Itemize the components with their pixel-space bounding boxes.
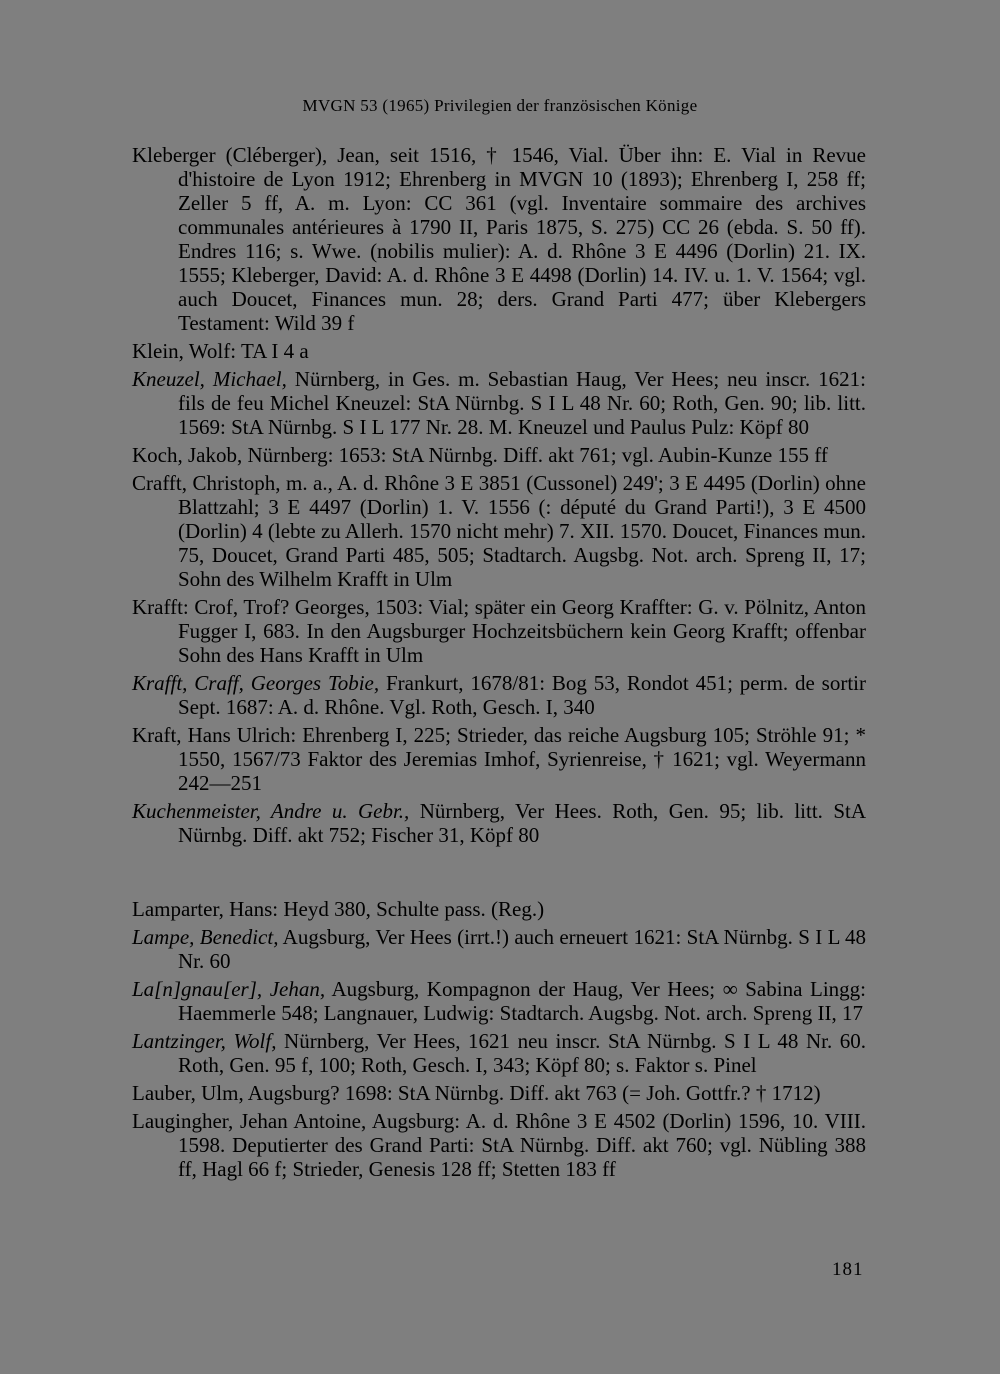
register-entry bbox=[132, 143, 866, 335]
register-entry bbox=[132, 977, 866, 1025]
register-entry bbox=[132, 471, 866, 591]
register-entry bbox=[132, 1081, 866, 1105]
register-entry bbox=[132, 595, 866, 667]
section-gap bbox=[132, 851, 866, 897]
entry-name: Lampe, Benedict, bbox=[132, 925, 279, 949]
entry-list bbox=[132, 143, 866, 1185]
entry-text: Nürnberg: 1653: StA Nürnbg. Diff. akt 761; vgl. Aubin-Kunze 155 ff bbox=[242, 443, 828, 467]
register-entry bbox=[132, 339, 866, 363]
entry-group-k bbox=[132, 143, 866, 847]
entry-name: Klein, Wolf: bbox=[132, 339, 237, 363]
entry-name: Kneuzel, Michael, bbox=[132, 367, 287, 391]
entry-name: Kraft, Hans Ulrich: bbox=[132, 723, 297, 747]
entry-name: Crafft, Christoph, bbox=[132, 471, 281, 495]
entry-text: seit 1516, † 1546, Vial. Über ihn: E. Vial in Revue d'histoire de Lyon 1912; Ehrenberg in MVGN 10 (1893); Ehrenberg I, 258 ff; Zeller 5 ff, A. m. Lyon: CC 361 (vgl. Inventaire sommaire des archives communales antérieures à 1790 II, Paris 1875, S. 275) CC 26 (ebda. S. 50 ff). Endres 116; s. Wwe. (nobilis mulier): A. d. Rhône 3 E 4496 (Dorlin) 21. IX. 1555; Kleberger, David: A. d. Rhône 3 E 4498 (Dorlin) 14. IV. u. 1. V. 1564; vgl. auch Doucet, Finances mun. 28; ders. Grand Parti 477; über Klebergers Testament: Wild 39 f bbox=[178, 143, 866, 335]
entry-name: Lantzinger, Wolf, bbox=[132, 1029, 277, 1053]
entry-text: Frankurt, 1678/81: Bog 53, Rondot 451; perm. de sortir Sept. 1687: A. d. Rhône. Vgl. Roth, Gesch. I, 340 bbox=[178, 671, 866, 719]
register-entry bbox=[132, 367, 866, 439]
running-title: MVGN 53 (1965) Privilegien der französischen Könige bbox=[302, 96, 698, 115]
entry-text: m. a., A. d. Rhône 3 E 3851 (Cussonel) 249'; 3 E 4495 (Dorlin) ohne Blattzahl; 3 E 4497 (Dorlin) 1. V. 1556 (: député du Grand Parti!), 3 E 4500 (Dorlin) 4 (lebte zu Allerh. 1570 nicht mehr) 7. XII. 1570. Doucet, Finances mun. 75, Doucet, Grand Parti 485, 505; Stadtarch. Augsbg. Not. arch. Spreng II, 17; Sohn des Wilhelm Krafft in Ulm bbox=[178, 471, 866, 591]
entry-name: Koch, Jakob, bbox=[132, 443, 243, 467]
entry-text: Nürnberg, Ver Hees, 1621 neu inscr. StA Nürnbg. S I L 48 Nr. 60. Roth, Gen. 95 f, 100; Roth, Gesch. I, 343; Köpf 80; s. Faktor s. Pinel bbox=[178, 1029, 866, 1077]
entry-text: Heyd 380, Schulte pass. (Reg.) bbox=[278, 897, 545, 921]
entry-text: 1503: Vial; später ein Georg Kraffter: G. v. Pölnitz, Anton Fugger I, 683. In den Augsburger Hochzeitsbüchern kein Georg Krafft; offenbar Sohn des Hans Krafft in Ulm bbox=[178, 595, 867, 667]
register-entry bbox=[132, 671, 866, 719]
register-entry bbox=[132, 1109, 866, 1181]
register-entry bbox=[132, 723, 866, 795]
register-entry bbox=[132, 1029, 866, 1077]
page-number: 181 bbox=[832, 1259, 864, 1280]
register-entry bbox=[132, 925, 866, 973]
register-entry bbox=[132, 897, 866, 921]
entry-text: Nürnberg, Ver Hees. Roth, Gen. 95; lib. litt. StA Nürnbg. Diff. akt 752; Fischer 31, Köpf 80 bbox=[178, 799, 866, 847]
entry-name: Kuchenmeister, Andre u. Gebr., bbox=[132, 799, 410, 823]
register-entry bbox=[132, 443, 866, 467]
entry-text: Augsburg? 1698: StA Nürnbg. Diff. akt 763 (= Joh. Gottfr.? † 1712) bbox=[243, 1081, 821, 1105]
entry-group-l bbox=[132, 897, 866, 1181]
register-entry bbox=[132, 799, 866, 847]
entry-text: TA I 4 a bbox=[236, 339, 309, 363]
entry-name: Kleberger (Cléberger), Jean, bbox=[132, 143, 380, 167]
entry-name: La[n]gnau[er], Jehan, bbox=[132, 977, 326, 1001]
entry-name: Krafft: Crof, Trof? Georges, bbox=[132, 595, 370, 619]
entry-name: Laugingher, Jehan Antoine, bbox=[132, 1109, 367, 1133]
entry-name: Lamparter, Hans: bbox=[132, 897, 279, 921]
entry-text: Augsburg, Ver Hees (irrt.!) auch erneuert 1621: StA Nürnbg. S I L 48 Nr. 60 bbox=[178, 925, 866, 973]
entry-text: Augsburg, Kompagnon der Haug, Ver Hees; ∞ Sabina Lingg: Haemmerle 548; Langnauer, Ludwig: Stadtarch. Augsbg. Not. arch. Spreng II, 17 bbox=[178, 977, 866, 1025]
entry-text: Ehrenberg I, 225; Strieder, das reiche Augsburg 105; Ströhle 91; * 1550, 1567/73 Faktor des Jeremias Imhof, Syrienreise, † 1621; vgl. Weyermann 242—251 bbox=[178, 723, 867, 795]
entry-text: Nürnberg, in Ges. m. Sebastian Haug, Ver Hees; neu inscr. 1621: fils de feu Michel Kneuzel: StA Nürnbg. S I L 48 Nr. 60; Roth, Gen. 90; lib. litt. 1569: StA Nürnbg. S I L 177 Nr. 28. M. Kneuzel und Paulus Pulz: Köpf 80 bbox=[178, 367, 866, 439]
entry-name: Krafft, Craff, Georges Tobie, bbox=[132, 671, 380, 695]
entry-name: Lauber, Ulm, bbox=[132, 1081, 244, 1105]
entry-text: Augsburg: A. d. Rhône 3 E 4502 (Dorlin) 1596, 10. VIII. 1598. Deputierter des Grand Parti: StA Nürnbg. Diff. akt 760; vgl. Nübling 388 ff, Hagl 66 f; Strieder, Genesis 128 ff; Stetten 183 ff bbox=[178, 1109, 866, 1181]
